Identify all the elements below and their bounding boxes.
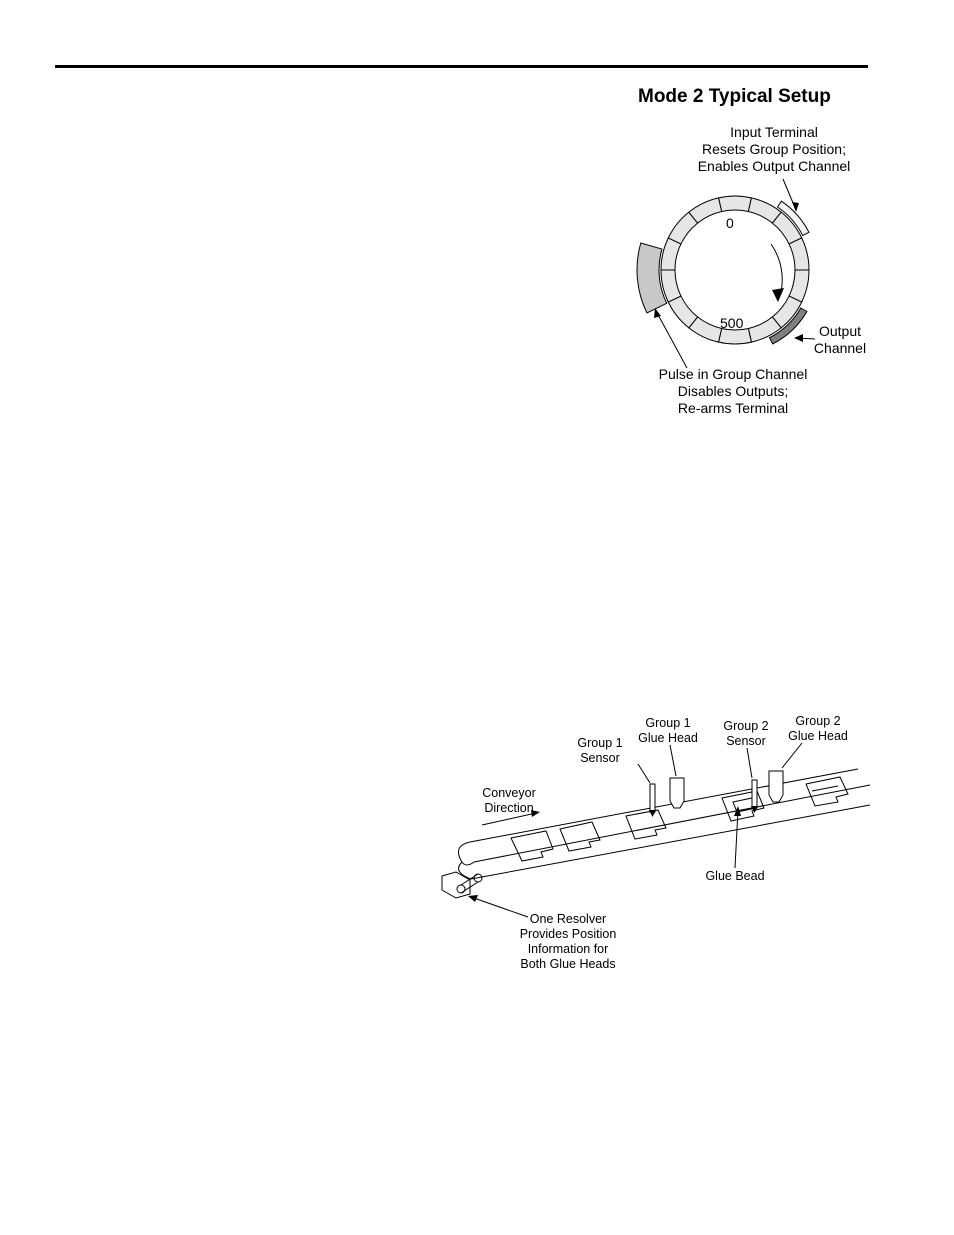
sensor1-beam-arrowhead-icon [649,810,656,817]
group1-sensor-label [572,736,628,766]
conveyor-belt-end-loop [458,842,474,865]
group2-head-leader [782,743,802,768]
resolver-leader-arrowhead-icon [468,895,478,902]
note-line: One Resolver [529,912,607,926]
label-line: Sensor [726,734,766,748]
conveyor-belt-lower-edge [471,805,870,879]
glue-bead-label: Glue Bead [705,869,765,883]
label-line: Glue Head [638,731,698,745]
note-line: Information for [527,942,609,956]
label-line: Conveyor [482,786,536,800]
carton [511,831,553,861]
carton [806,777,848,806]
carton [560,822,600,851]
label-line: Output [818,323,862,339]
carton [626,810,666,839]
note-line: Re-arms Terminal [677,400,789,416]
group1-glue-head [670,778,684,808]
resolver-note [508,912,628,972]
group2-sensor-label [718,719,774,749]
group1-sensor [650,784,655,812]
label-line: Direction [484,801,534,815]
group1-head-leader [670,745,676,776]
note-line: Resets Group Position; [702,141,846,157]
note-line: Both Glue Heads [520,957,616,971]
note-line: Input Terminal [730,124,818,140]
label-line: Sensor [580,751,620,765]
group1-sensor-leader [638,764,650,783]
position-zero-label: 0 [726,215,734,231]
label-line: Group 1 [577,736,623,750]
group2-glue-head [769,771,783,802]
page-title: Mode 2 Typical Setup [638,86,831,107]
note-line: Provides Position [519,927,617,941]
label-line: Group 2 [723,719,769,733]
carton-glue-line [812,786,838,791]
note-line: Enables Output Channel [697,158,851,174]
group2-head-label [783,714,853,744]
glue-bead-leader [735,810,738,868]
group2-sensor-leader [747,748,752,778]
resolver-body [442,872,470,898]
label-line: Channel [813,340,867,356]
note-line: Disables Outputs; [677,383,789,399]
group1-head-label [633,716,703,746]
group2-sensor [752,780,757,808]
label-line: Glue Head [788,729,848,743]
note-line: Pulse in Group Channel [658,366,808,382]
conveyor-direction-label [474,786,544,816]
label-line: Group 1 [645,716,691,730]
label-line: Group 2 [795,714,841,728]
position-500-label: 500 [720,315,744,331]
